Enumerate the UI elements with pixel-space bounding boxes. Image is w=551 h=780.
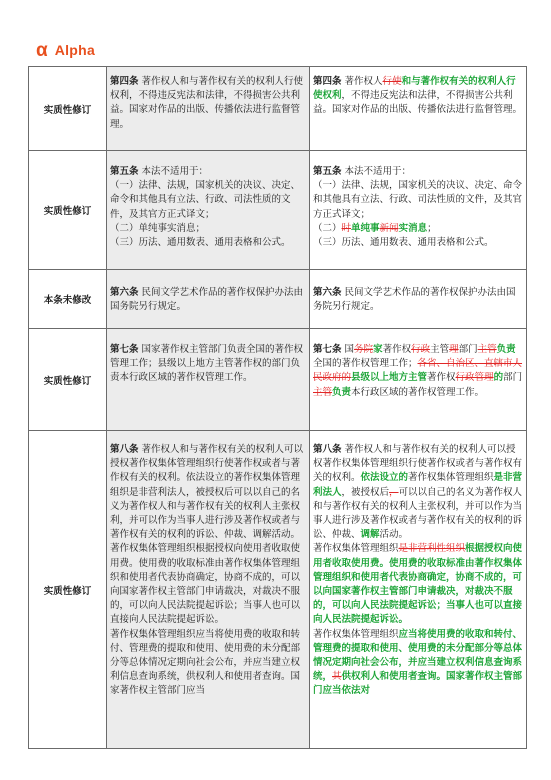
revision-status-label: 本条未修改 [29, 270, 107, 329]
clause-paragraph [110, 628, 307, 699]
text-run: 著作权集体管理组织 [313, 628, 399, 640]
clause-paragraph [313, 179, 524, 222]
text-run: 国 [341, 344, 355, 355]
table-row [29, 270, 527, 329]
clause-paragraph [110, 286, 307, 314]
table-row [29, 329, 527, 431]
text-run: 本法不适用于： [138, 166, 209, 177]
article-number: 第四条 [110, 76, 139, 87]
deleted-text: 其 [332, 671, 342, 683]
text-run: ，不得违反宪法和法律，不得损害公共利益。国家对作品的出版、传播依法进行监督管理。 [313, 90, 523, 116]
deleted-text: 行政 [411, 344, 431, 355]
revision-status-label: 实质性修订 [29, 329, 107, 431]
added-text: 负责 [332, 386, 352, 398]
deleted-text: 时 [341, 222, 352, 234]
text-run: 著作权人 [341, 76, 383, 87]
deleted-text: 理 [449, 344, 459, 355]
added-text: 和与著作权有关的权利人行使权利 [313, 76, 516, 102]
table-row [29, 431, 527, 749]
revision-status-label: 实质性修订 [29, 151, 107, 270]
deleted-text: 新闻 [379, 222, 399, 234]
text-run: 主管 [430, 344, 450, 355]
deleted-text: 行政管理 [455, 372, 494, 384]
clause-paragraph [313, 443, 524, 542]
text-run: 全国的著作权管理工作； [313, 358, 418, 370]
text-run: 著作权人和与著作权有关的权利人可以授权著作权集体管理组织行使著作权或者与著作权有关的权利。 [313, 444, 523, 484]
clause-paragraph [110, 75, 307, 132]
text-run: ，被授权后 [341, 486, 390, 498]
deleted-text: 主管 [313, 386, 333, 398]
added-text: 实消息 [398, 222, 428, 234]
article-number: 第五条 [110, 166, 139, 177]
text-run: 国家著作权主管部门负责全国的著作权管理工作；县级以上地方主管著作权的部门负责本行政区域的著作权管理工作。 [110, 344, 304, 384]
text-run: 著作权集体管理组织根据授权向使用者收取使用费。使用费的收取标准由著作权集体管理组织和使用者代表协商确定，协商不成的，可以向国家著作权主管部门申请裁决，对裁决不服的，可以向人民法院提起诉讼；当事人也可以直接向人民法院提起诉讼。 [110, 543, 301, 626]
text-run: 著作权集体管理组织 [408, 472, 494, 484]
article-number: 第八条 [110, 444, 139, 455]
text-run: （二） [313, 222, 342, 234]
table-row [29, 151, 527, 270]
article-number: 第六条 [313, 287, 342, 298]
added-text: 负责 [496, 344, 516, 355]
clause-paragraph [313, 628, 524, 699]
revised-text-cell [310, 431, 527, 749]
original-text-cell [107, 67, 310, 151]
deleted-text: ， [389, 486, 399, 498]
added-text: 调解 [360, 529, 380, 541]
text-run: 著作权 [427, 372, 456, 384]
alpha-logo [36, 40, 95, 60]
clause-paragraph [110, 343, 307, 386]
original-text-cell [107, 270, 310, 329]
text-run: 著作权人和与著作权有关的权利人可以授权著作权集体管理组织行使著作权或者与著作权有关的权利。依法设立的著作权集体管理组织是非营利法人，被授权后可以以自己的名义为著作权人和与著作权有关的权利人主张权利，并可以作为当事人进行涉及著作权或者与著作权有关的权利的诉讼、仲裁、调解活动。 [110, 444, 304, 541]
revision-status-label: 实质性修订 [29, 431, 107, 749]
deleted-text: 各省、自治区、直辖市人民政府的 [313, 358, 523, 384]
added-text: 的 [493, 372, 504, 384]
text-run: 著作权集体管理组织应当将使用费的收取和转付、管理费的提取和使用、使用费的未分配部分等总体情况定期向社会公布，并应当建立权利信息查询系统，供权利人和使用者查询。国家著作权主管部门应当 [110, 628, 301, 697]
clause-paragraph [313, 286, 524, 314]
deleted-text: 是非营利性组织 [398, 543, 466, 555]
alpha-logo-text: Alpha [54, 42, 96, 58]
text-run: ； [427, 222, 437, 234]
added-text: 家 [373, 344, 383, 355]
text-run: 著作权人和与著作权有关的权利人行使权利，不得违反宪法和法律，不得损害公共利益。国家对作品的出版、传播依法进行监督管理。 [110, 76, 304, 130]
article-number: 第四条 [313, 76, 342, 87]
text-run: （一）法律、法规，国家机关的决议、决定、命令和其他具有立法、行政、司法性质的文件，及其官方正式译文； [110, 180, 301, 220]
text-run: （三）历法、通用数表、通用表格和公式。 [313, 237, 494, 249]
comparison-table [28, 66, 527, 749]
original-text-cell [107, 329, 310, 431]
clause-paragraph [313, 542, 524, 627]
article-number: 第六条 [110, 287, 139, 298]
added-text: 依法设立的 [360, 472, 409, 484]
clause-paragraph [110, 443, 307, 542]
clause-paragraph [313, 222, 524, 236]
article-number: 第五条 [313, 166, 342, 177]
clause-paragraph [313, 236, 524, 250]
revision-status-label: 实质性修订 [29, 67, 107, 151]
deleted-text: 行使 [382, 76, 402, 87]
text-run: 民间文学艺术作品的著作权保护办法由国务院另行规定。 [110, 287, 304, 313]
article-number: 第八条 [313, 444, 342, 455]
text-run: 部门 [458, 344, 478, 355]
text-run: 著作权集体管理组织 [313, 543, 399, 555]
text-run: 活动。 [379, 529, 409, 541]
deleted-text: 务院 [354, 344, 374, 355]
text-run: （一）法律、法规，国家机关的决议、决定、命令和其他具有立法、行政、司法性质的文件，及其官方正式译文； [313, 180, 523, 220]
added-text: 县级以上地方主管 [351, 372, 428, 384]
text-run: （二）单纯事实消息； [110, 222, 206, 234]
original-text-cell [107, 151, 310, 270]
clause-paragraph [110, 179, 307, 222]
revised-text-cell [310, 329, 527, 431]
original-text-cell [107, 431, 310, 749]
clause-paragraph [110, 165, 307, 179]
clause-paragraph [110, 222, 307, 236]
text-run: 著作权 [382, 344, 412, 355]
added-text: 供权利人和使用者查询。国家著作权主管部门应当依法对 [313, 671, 523, 697]
text-run: 民间文学艺术作品的著作权保护办法由国务院另行规定。 [313, 287, 516, 313]
alpha-logo-icon: α [36, 39, 48, 61]
article-number: 第七条 [110, 344, 139, 355]
text-run: 可以以自己的名义为著作权人和与著作权有关的权利人主张权利，并可以作为当事人进行涉及著作权或者与著作权有关的权利的诉讼、仲裁、 [313, 486, 523, 541]
added-text: 单纯事 [351, 222, 380, 234]
revised-text-cell [310, 151, 527, 270]
clause-paragraph [313, 343, 524, 400]
added-text: 根据授权向使用者收取使用费。使用费的收取标准由著作权集体管理组织和使用者代表协商确定，协商不成的，可以向国家著作权主管部门申请裁决，对裁决不服的，可以向人民法院提起诉讼；当事人也可以直接向人民法院提起诉讼。 [313, 543, 523, 626]
article-number: 第七条 [313, 344, 342, 355]
clause-paragraph [313, 75, 524, 118]
text-run: 本法不适用于： [341, 166, 412, 177]
added-text: 应当将使用费的收取和转付、管理费的提取和使用、使用费的未分配部分等总体情况定期向社会公布，并应当建立权利信息查询系统， [313, 628, 523, 683]
added-text: 是非营利法人 [313, 472, 523, 498]
clause-paragraph [313, 165, 524, 179]
text-run: 部门 [503, 372, 523, 384]
text-run: 本行政区域的著作权管理工作。 [351, 386, 485, 398]
table-row [29, 67, 527, 151]
revised-text-cell [310, 67, 527, 151]
clause-paragraph [110, 542, 307, 627]
deleted-text: 主管 [477, 344, 497, 355]
revised-text-cell [310, 270, 527, 329]
text-run: （三）历法、通用数表、通用表格和公式。 [110, 237, 291, 249]
clause-paragraph [110, 236, 307, 250]
